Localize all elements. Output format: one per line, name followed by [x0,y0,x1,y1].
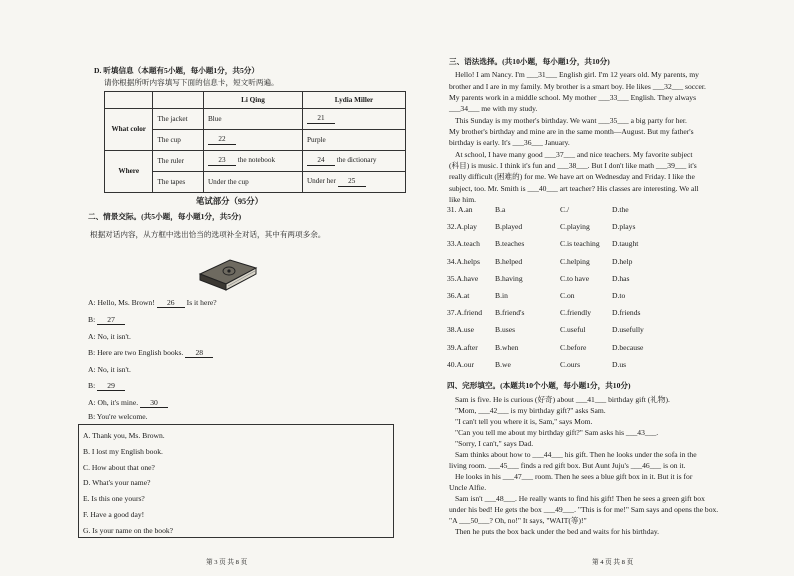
li-cell: Blue [203,109,302,130]
choice-option-b[interactable]: B.uses [495,325,516,335]
cloze-line: "A ___50___? Oh, no!" It says, "WAIT(等)!" [449,516,587,525]
passage-line: birthday is early. It's ___36___ January. [449,138,570,147]
choice-option-c[interactable]: C.before [560,342,587,352]
option-d[interactable]: D. What's your name? [83,478,151,488]
dialogue-line: B: 27 [88,315,125,325]
choice-option-a[interactable]: 32.A.play [447,222,477,232]
item-cell: The tapes [153,172,204,193]
choice-option-d[interactable]: D.taught [612,239,639,249]
cloze-line: Then he puts the box back under the bed and waits for his birthday. [455,527,660,536]
cloze-line: under his bed! He gets the box ___49___. "This is for me!" Sam says and opens the box. [449,505,719,514]
options-box [78,424,394,538]
book-illustration [196,256,258,292]
dialogue-line: B: 29 [88,381,125,391]
choice-option-b[interactable]: B.in [495,291,508,300]
choice-option-b[interactable]: B.a [495,205,506,214]
choice-option-a[interactable]: 39.A.after [447,342,478,352]
choice-option-a[interactable]: 38.A.use [447,325,474,335]
cloze-line: He looks in his ___47___ room. Then he sees a blue gift box in it. But it is for [455,472,693,481]
dialogue-line: A: No, it isn't. [88,365,131,374]
what-color-label: What color [105,109,153,151]
choice-option-d[interactable]: D.the [612,205,629,214]
section-d-title: D. 听填信息（本题有5小题，每小题1分，共5分） [94,66,259,75]
dialogue-line: A: Hello, Ms. Brown! 26 Is it here? [88,298,217,307]
passage-line: My brother's birthday and mine are in the same month—August. But my father's [449,127,694,136]
section2-instructions: 根据对话内容，从方框中选出恰当的选项补全对话，其中有两项多余。 [90,230,326,239]
blank-29[interactable]: 29 [97,381,125,391]
section3-title: 三、语法选择。(共10小题，每小题1分，共10分) [449,57,610,66]
choice-option-a[interactable]: 40.A.our [447,359,474,369]
blank-25[interactable]: 25 [338,177,366,187]
cloze-line: Sam isn't ___48___. He really wants to find his gift! Then he sees a green gift box [455,494,705,503]
choice-option-c[interactable]: C.to have [560,273,590,283]
choice-option-a[interactable]: 36.A.at [447,291,470,300]
col-li-qing: Li Qing [203,92,302,109]
passage-line: ___34___ me with my study. [449,104,538,113]
choice-option-a[interactable]: 35.A.have [447,273,479,283]
li-cell [203,130,302,151]
blank-23[interactable]: 23 [208,156,236,166]
choice-option-c[interactable]: C.playing [560,222,590,232]
passage-line: really difficult (困难的) for me. We have art on Wednesday and Friday. I like the [449,172,695,181]
option-b[interactable]: B. I lost my English book. [83,446,163,456]
choice-option-b[interactable]: B.teaches [495,239,525,249]
passage-line: This Sunday is my mother's birthday. We want ___35___ a big party for her. [455,116,687,125]
page-footer-right: 第 4 页 共 8 页 [592,558,634,566]
blank-22[interactable]: 22 [208,135,236,145]
choice-option-c[interactable]: C.helping [560,256,590,266]
written-part-heading: 笔试部分（95分） [196,197,263,206]
section-d-instructions: 请你根据所听内容填写下面的信息卡，短文听两遍。 [104,78,279,87]
choice-option-b[interactable]: B.when [495,342,519,352]
choice-option-a[interactable]: 31. A.an [447,205,473,214]
choice-option-d[interactable]: D.help [612,256,633,266]
blank-24[interactable]: 24 [307,156,335,166]
passage-line: At school, I have many good ___37___ and nice teachers. My favorite subject [455,150,693,159]
lydia-cell: 24 the dictionary [302,151,405,172]
option-e[interactable]: E. Is this one yours? [83,494,145,504]
cloze-line: "Can you tell me about my birthday gift?" Sam asks his ___43___. [455,428,659,437]
cloze-line: Sam thinks about how to ___44___ his gift. Then he looks under the sofa in the [455,450,697,459]
choice-option-b[interactable]: B.having [495,273,523,283]
cloze-line: Sam is five. He is curious (好奇) about ___41___ birthday gift (礼物). [455,395,670,404]
passage-line: brother and I are in my family. My brother is a smart boy. He likes ___32___ soccer. [449,82,706,91]
where-label: Where [105,151,153,193]
choice-option-a[interactable]: 34.A.helps [447,256,480,266]
cloze-line: "Mom, ___42___ is my birthday gift?" asks Sam. [455,406,606,415]
choice-option-b[interactable]: B.friend's [495,308,525,318]
dialogue-line: B: You're welcome. [88,412,148,421]
blank-28[interactable]: 28 [185,348,213,358]
cloze-line: "Sorry, I can't," says Dad. [455,439,534,448]
passage-line: (科目) is music. I think it's fun and ___38___. But I don't like math ___39___ it's [449,161,697,170]
lydia-cell [302,109,405,130]
cloze-line: Uncle Alfie. [449,483,487,492]
dialogue-line: B: Here are two English books. 28 [88,348,213,358]
item-cell: The ruler [153,151,204,172]
dialogue-line: A: No, it isn't. [88,332,131,341]
li-cell: 23 the notebook [203,151,302,172]
cloze-line: "I can't tell you where it is, Sam," says Mom. [455,417,593,426]
page-footer-left: 第 3 页 共 8 页 [206,558,248,566]
item-cell: The jacket [153,109,204,130]
passage-line: like him. [449,195,476,204]
passage-line: subject, too. Mr. Smith is ___40___ art teacher? His classes are interesting. We all [449,184,699,193]
choice-option-a[interactable]: 33.A.teach [447,239,480,249]
choice-option-c[interactable]: C./ [560,205,570,214]
col-lydia-miller: Lydia Miller [302,92,405,109]
choice-option-d[interactable]: D.plays [612,222,636,232]
cloze-line: living room. ___45___ finds a red gift box. But Aunt Juju's ___46___ is on it. [449,461,686,470]
choice-option-d[interactable]: D.has [612,273,630,283]
choice-option-c[interactable]: C.on [560,291,575,300]
li-cell: Under the cup [203,172,302,193]
choice-option-c[interactable]: C.friendly [560,308,592,318]
choice-option-b[interactable]: B.helped [495,256,523,266]
option-f[interactable]: F. Have a good day! [83,509,145,519]
blank-27[interactable]: 27 [97,315,125,325]
passage-line: Hello! I am Nancy. I'm ___31___ English girl. I'm 12 years old. My parents, my [455,70,699,79]
choice-option-c[interactable]: C.is teaching [560,239,600,249]
choice-option-b[interactable]: B.played [495,222,523,232]
choice-option-c[interactable]: C.useful [560,325,586,335]
choice-option-d[interactable]: D.because [612,342,644,352]
choice-option-d[interactable]: D.friends [612,308,641,318]
item-cell: The cup [153,130,204,151]
option-c[interactable]: C. How about that one? [83,462,155,472]
passage-line: My parents work in a middle school. My mother ___33___ English. They always [449,93,697,102]
choice-option-d[interactable]: D.to [612,291,626,300]
dialogue-line: A: Oh, it's mine. 30 [88,398,168,408]
blank-21[interactable]: 21 [307,114,335,124]
section4-title: 四、完形填空。(本题共10个小题，每小题1分，共10分) [447,381,631,390]
choice-option-c[interactable]: C.ours [560,359,581,369]
option-g[interactable]: G. Is your name on the book? [83,525,174,535]
lydia-cell: Under her 25 [302,172,405,193]
choice-option-d[interactable]: D.usefully [612,325,644,335]
choice-option-a[interactable]: 37.A.friend [447,308,483,318]
blank-30[interactable]: 30 [140,398,168,408]
section2-title: 二、情景交际。(共5小题，每小题1分，共5分) [88,212,242,221]
option-a[interactable]: A. Thank you, Ms. Brown. [83,431,165,440]
blank-26[interactable]: 26 [157,298,185,308]
choice-option-d[interactable]: D.us [612,359,627,369]
choice-option-b[interactable]: B.we [495,359,511,369]
lydia-cell: Purple [302,130,405,151]
info-card-table [104,91,406,193]
